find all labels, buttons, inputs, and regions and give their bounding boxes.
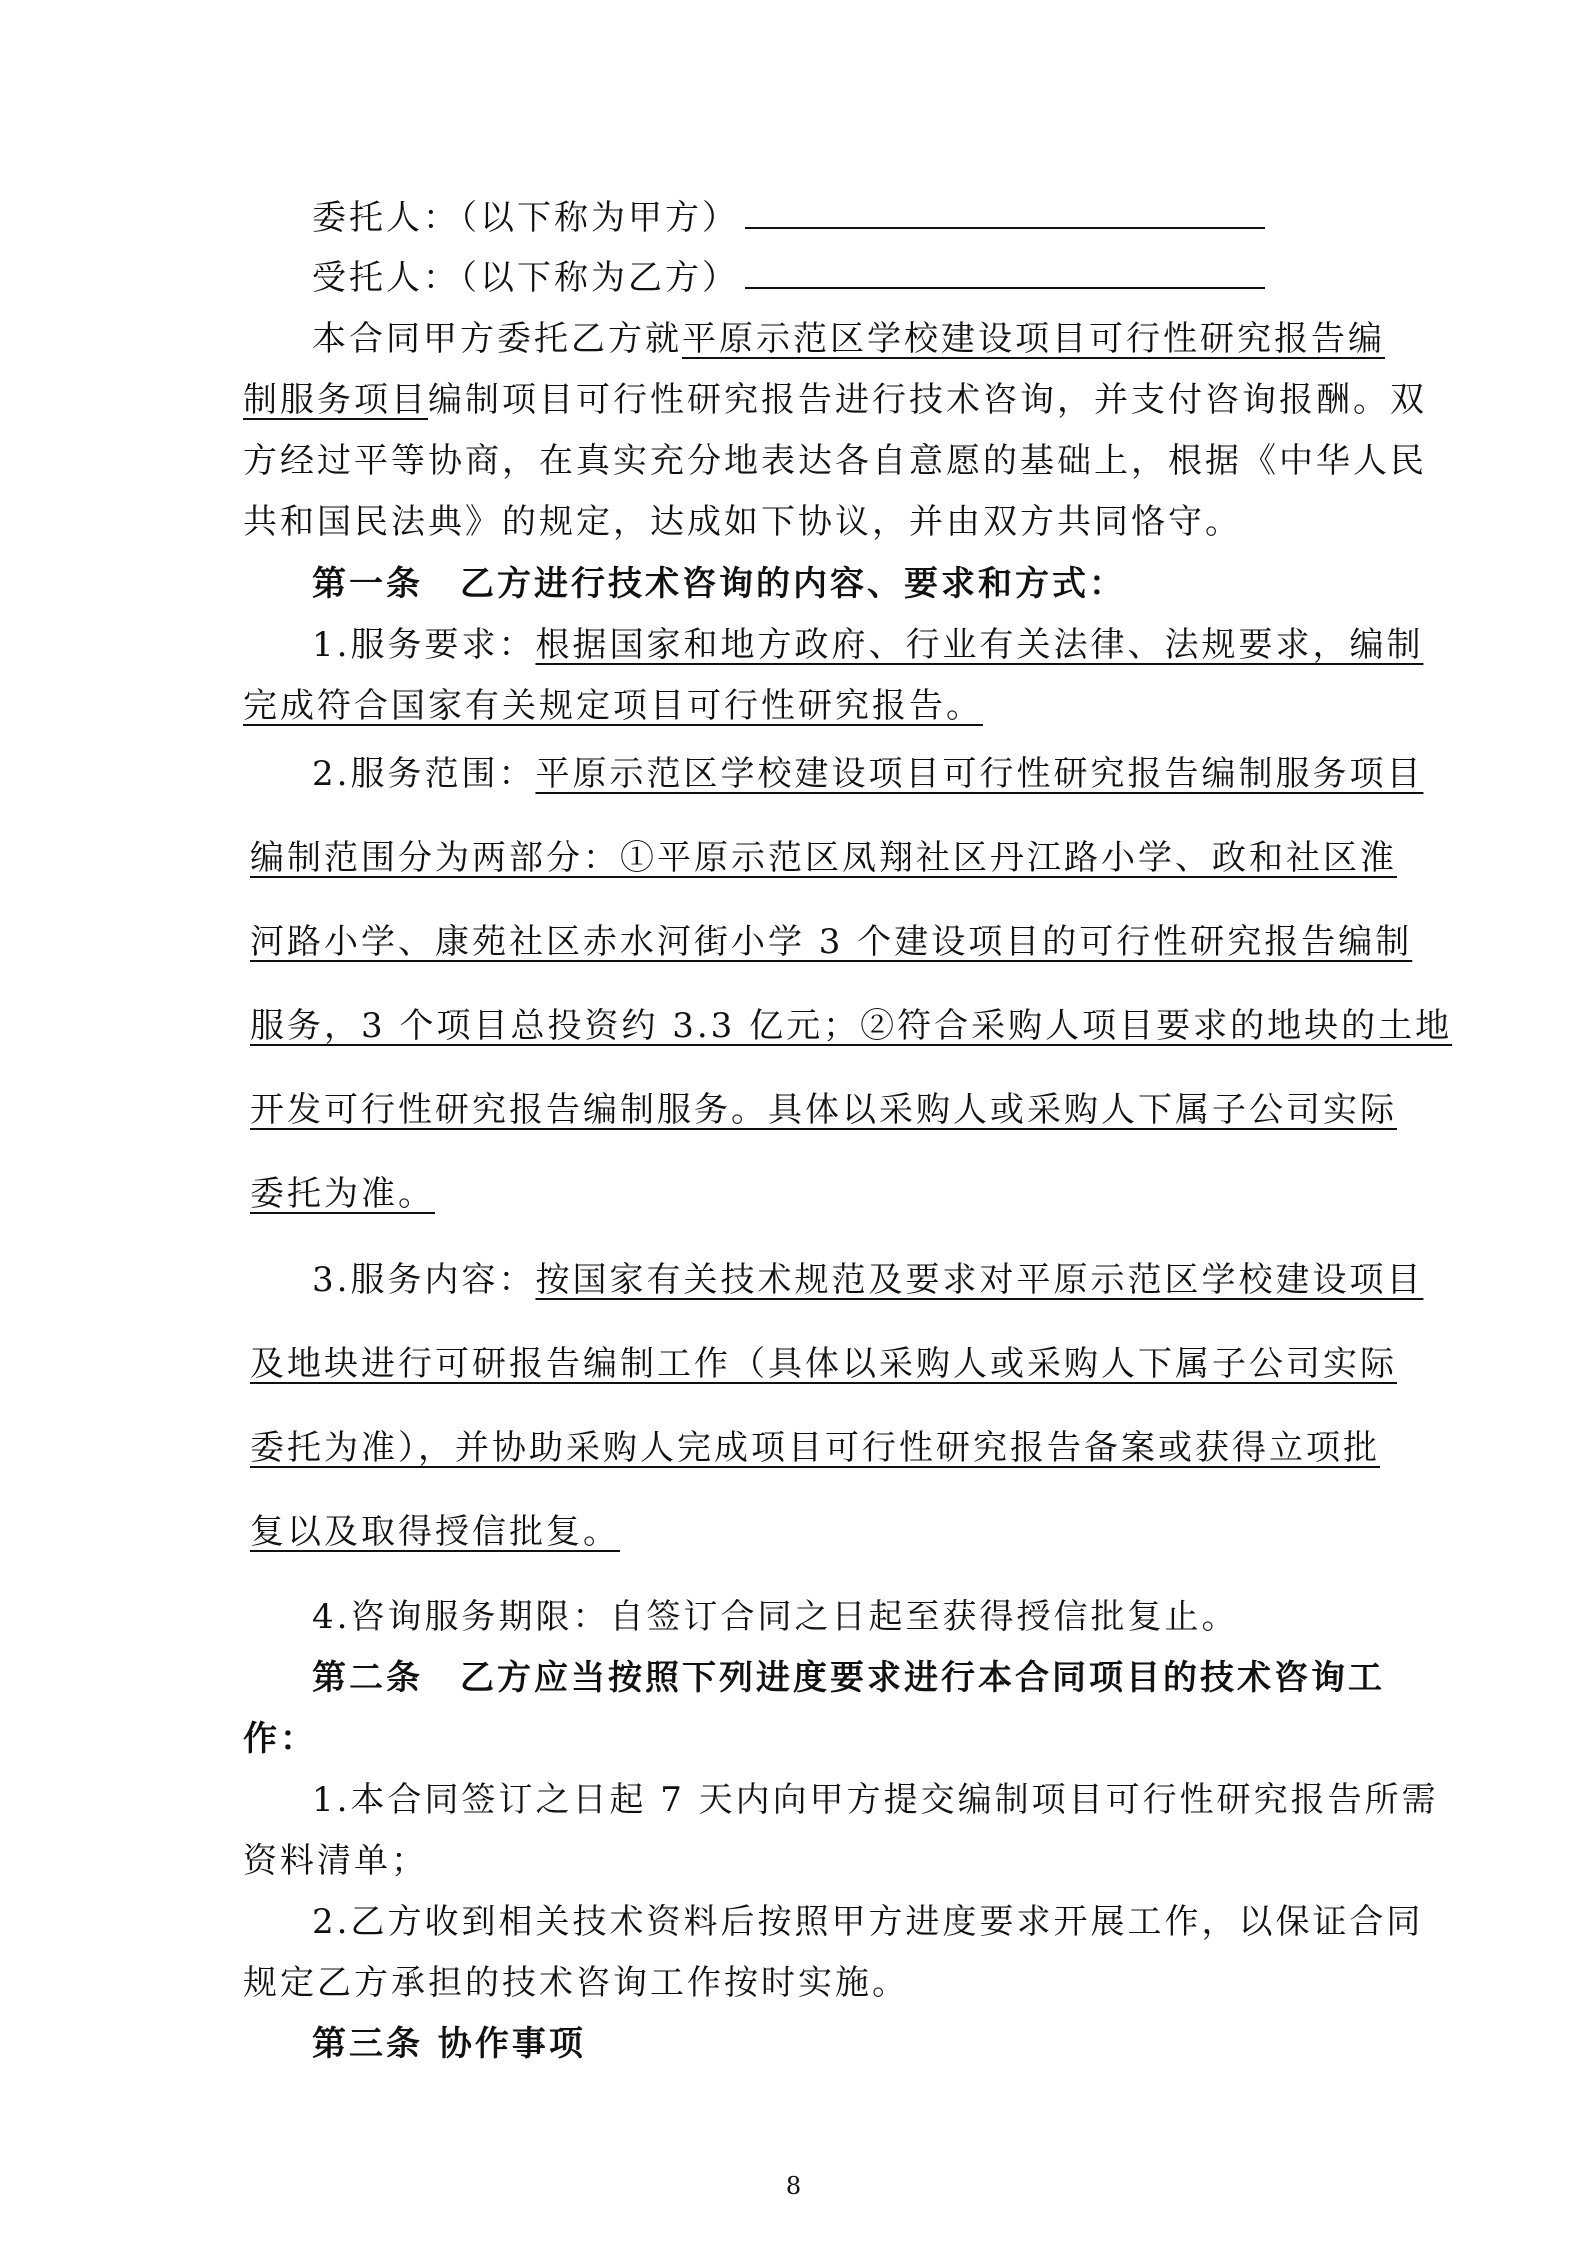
- project-name-underlined: 制服务项目: [243, 380, 428, 420]
- article-1-item-4: 4.咨询服务期限：自签订合同之日起至获得授信批复止。: [312, 1597, 1239, 1637]
- article-1-title: 第一条 乙方进行技术咨询的内容、要求和方式：: [312, 564, 1126, 604]
- article-1-item-1-line-1: [312, 623, 1423, 667]
- article-2-item-1-line-2: 资料清单；: [243, 1841, 428, 1881]
- item-label: 3.服务内容：: [312, 1260, 536, 1300]
- item-label: 2.服务范围：: [312, 754, 536, 794]
- article-1-item-2-line-2: 编制范围分为两部分：①平原示范区凤翔社区丹江路小学、政和社区淮: [250, 838, 1397, 878]
- intro-line-2: [243, 378, 1427, 422]
- client-blank: [745, 193, 1265, 229]
- article-1-item-2-line-6: 委托为准。: [250, 1174, 435, 1214]
- intro-text: 编制项目可行性研究报告进行技术咨询，并支付咨询报酬。双: [428, 380, 1427, 420]
- intro-line-1: [312, 317, 1385, 361]
- intro-text: 本合同甲方委托乙方就: [312, 319, 682, 359]
- article-1-item-2-line-3: 河路小学、康苑社区赤水河街小学 3 个建设项目的可行性研究报告编制: [250, 922, 1413, 962]
- article-1-item-1-line-2: 完成符合国家有关规定项目可行性研究报告。: [243, 686, 983, 726]
- contractor-blank: [745, 253, 1265, 289]
- page-number: 8: [785, 2172, 802, 2200]
- article-1-item-2-line-5: 开发可行性研究报告编制服务。具体以采购人或采购人下属子公司实际: [250, 1090, 1397, 1130]
- contractor-line: [312, 253, 1265, 300]
- article-2-item-2-line-1: 2.乙方收到相关技术资料后按照甲方进度要求开展工作，以保证合同: [312, 1902, 1424, 1942]
- item-text-underlined: 按国家有关技术规范及要求对平原示范区学校建设项目: [535, 1260, 1424, 1300]
- article-2-title-line-2: 作：: [243, 1719, 317, 1759]
- client-label: 委托人：（以下称为甲方）: [312, 198, 739, 238]
- article-1-item-3-line-2: 及地块进行可研报告编制工作（具体以采购人或采购人下属子公司实际: [250, 1344, 1397, 1384]
- article-3-title: 第三条 协作事项: [312, 2024, 586, 2064]
- article-2-item-1-line-1: 1.本合同签订之日起 7 天内向甲方提交编制项目可行性研究报告所需: [312, 1780, 1439, 1820]
- project-name-underlined: 平原示范区学校建设项目可行性研究报告编: [682, 319, 1385, 359]
- article-1-item-3-line-4: 复以及取得授信批复。: [250, 1512, 620, 1552]
- item-text-underlined: 平原示范区学校建设项目可行性研究报告编制服务项目: [535, 754, 1424, 794]
- article-2-item-2-line-2: 规定乙方承担的技术咨询工作按时实施。: [243, 1963, 909, 2003]
- item-label: 1.服务要求：: [312, 625, 536, 665]
- article-2-title-line-1: 第二条 乙方应当按照下列进度要求进行本合同项目的技术咨询工: [312, 1658, 1385, 1698]
- intro-line-4: 共和国民法典》的规定，达成如下协议，并由双方共同恪守。: [243, 502, 1242, 542]
- contractor-label: 受托人：（以下称为乙方）: [312, 258, 739, 298]
- article-1-item-3-line-1: [312, 1258, 1423, 1302]
- item-text-underlined: 根据国家和地方政府、行业有关法律、法规要求，编制: [535, 625, 1424, 665]
- article-1-item-2-line-4: 服务，3 个项目总投资约 3.3 亿元；②符合采购人项目要求的地块的土地: [250, 1006, 1453, 1046]
- article-1-item-3-line-3: 委托为准），并协助采购人完成项目可行性研究报告备案或获得立项批: [250, 1428, 1380, 1468]
- article-1-item-2-line-1: [312, 752, 1423, 796]
- intro-line-3: 方经过平等协商，在真实充分地表达各自意愿的基础上，根据《中华人民: [243, 441, 1427, 481]
- client-line: [312, 193, 1265, 240]
